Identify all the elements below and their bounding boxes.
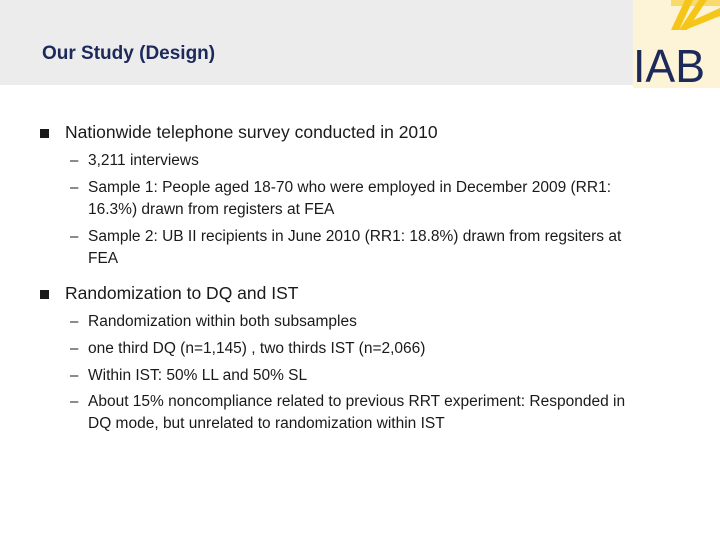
dash-icon: – xyxy=(70,313,79,330)
dash-icon: – xyxy=(70,228,79,245)
dash-icon: – xyxy=(70,393,79,410)
dash-icon: – xyxy=(70,152,79,169)
bullet-2: Randomization to DQ and IST xyxy=(65,283,299,303)
subbullet-2-4: About 15% noncompliance related to previous RRT experiment: Responded in DQ mode, but unrelated to randomization within IST xyxy=(88,393,626,432)
dash-icon: – xyxy=(70,367,79,384)
subbullet-1-1: 3,211 interviews xyxy=(88,152,199,169)
dash-icon: – xyxy=(70,179,79,196)
subbullet-2-2: one third DQ (n=1,145) , two thirds IST (n=2,066) xyxy=(88,340,426,357)
bullet-square-icon xyxy=(40,290,49,299)
subbullet-2-1: Randomization within both subsamples xyxy=(88,313,357,330)
bullet-square-icon xyxy=(40,129,49,138)
subbullet-1-2: Sample 1: People aged 18-70 who were employed in December 2009 (RR1: 16.3%) drawn from registers at FEA xyxy=(88,179,611,218)
subbullet-1-3: Sample 2: UB II recipients in June 2010 (RR1: 18.8%) drawn from regsiters at FEA xyxy=(88,228,622,267)
logo-text: IAB xyxy=(633,40,705,88)
slide-title: Our Study (Design) xyxy=(42,43,216,64)
bullet-1: Nationwide telephone survey conducted in 2010 xyxy=(65,122,438,142)
subbullet-2-3: Within IST: 50% LL and 50% SL xyxy=(88,367,308,384)
dash-icon: – xyxy=(70,340,79,357)
